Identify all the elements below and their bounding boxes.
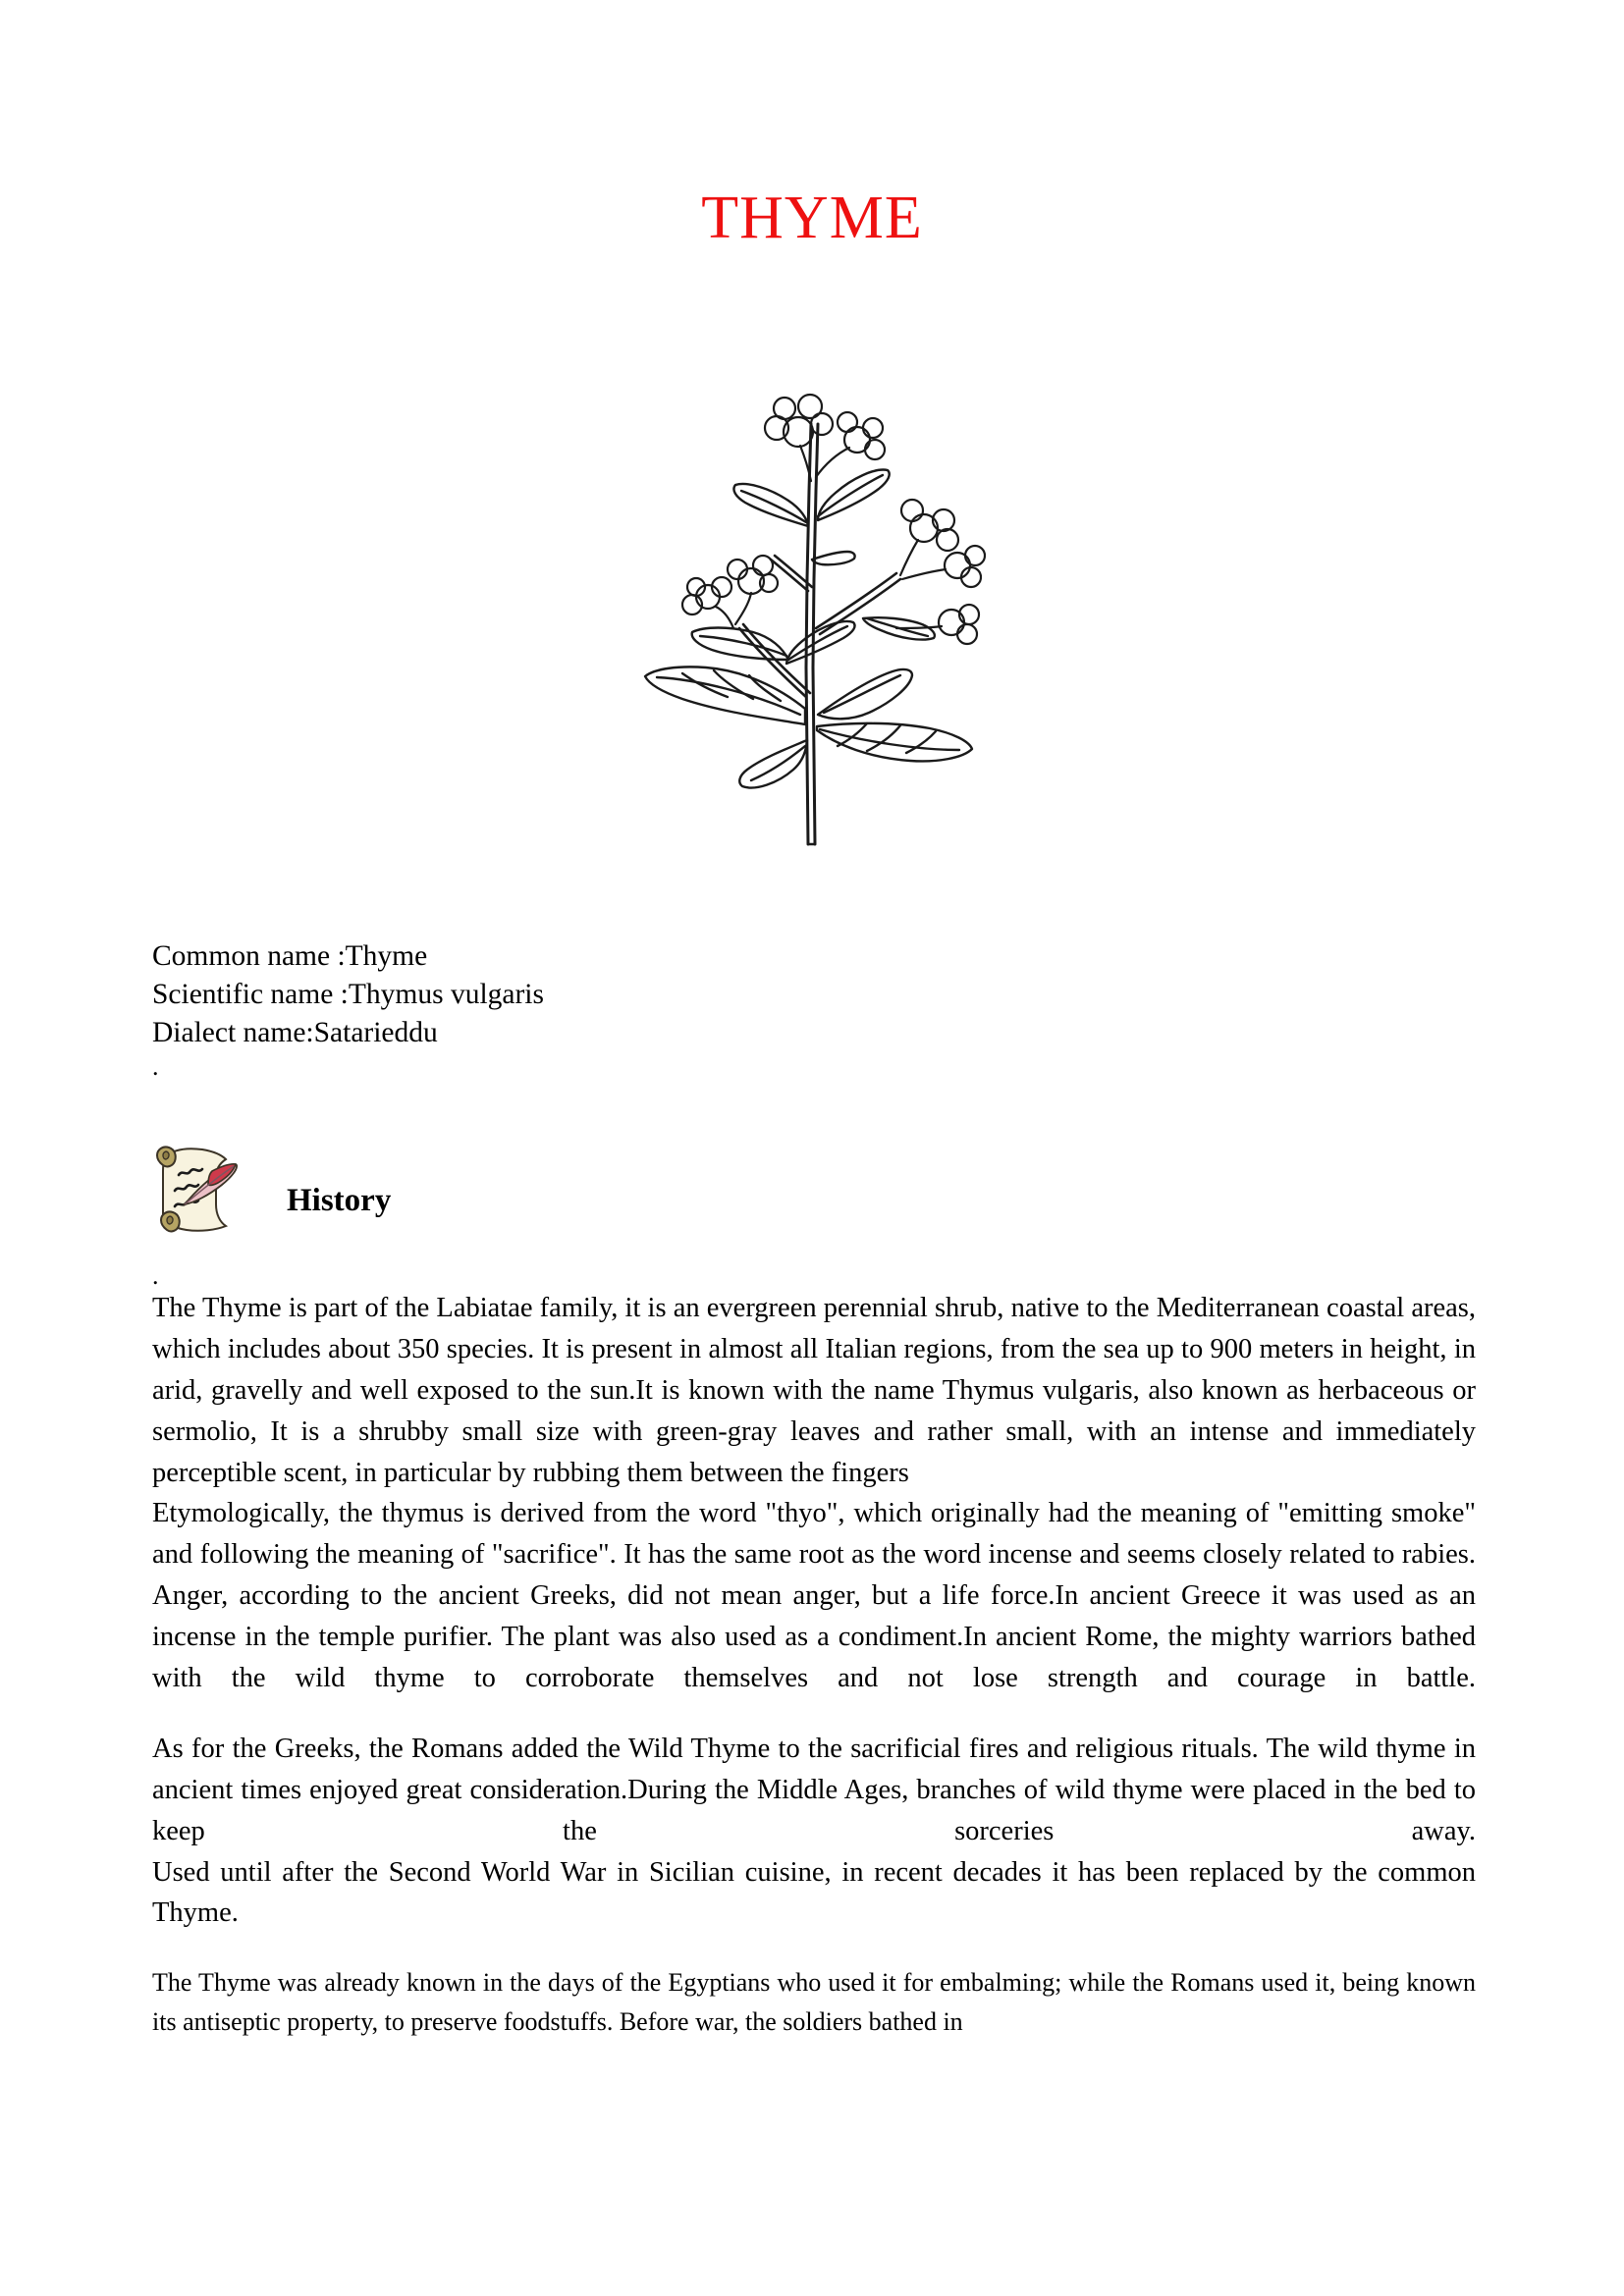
plant-name-block [152,937,1473,1079]
scroll-quill-icon [147,1142,238,1236]
paragraph-1: The Thyme is part of the Labiatae family, it is an evergreen perennial shrub, native to the Mediterranean coastal areas, which includes about 350 species. It is present in almost all Italian regions, from the sea up to 900 meters in height, in arid, gravelly and well exposed to the sun.It is known with the name Thymus vulgaris, also known as herbaceous or sermolio, It is a shrubby small size with green-gray leaves and rather small, with an intense and immediately perceptible scent, in particular by rubbing them between the fingers [152,1293,1476,1488]
history-body [152,1288,1476,2041]
dot-after-history: . [152,1261,159,1290]
paragraph-gap-2 [152,1934,1476,1963]
history-heading-row [147,1142,391,1236]
paragraph-4: Used until after the Second World War in Sicilian cuisine, in recent decades it has been replaced by the common Thyme. [152,1856,1476,1929]
paragraph-gap [152,1699,1476,1729]
common-name-line: Common name :Thyme [152,940,428,972]
history-heading: History [287,1182,392,1218]
page-title: THYME [701,185,923,251]
paragraph-5: The Thyme was already known in the days of the Egyptians who used it for embalming; while the Romans used it, being known its antiseptic property, to preserve foodstuffs. Before war, the soldiers bathed in [152,1968,1476,2036]
scientific-name-line: Scientific name :Thymus vulgaris [152,979,544,1011]
paragraph-3: As for the Greeks, the Romans added the Wild Thyme to the sacrificial fires and religious rituals. The wild thyme in ancient times enjoyed great consideration.During the Middle Ages, branches of wild thyme were placed in the bed to keep the sorceries away. [152,1733,1476,1846]
dot-after-names: . [152,1051,159,1081]
paragraph-2: Etymologically, the thymus is derived from the word "thyo", which originally had the meaning of "emitting smoke" and following the meaning of "sacrifice". It has the same root as the word incense and seems closely related to rabies. Anger, according to the ancient Greeks, did not mean anger, but a life force.In ancient Greece it was used as an incense in the temple purifier. The plant was also used as a condiment.In ancient Rome, the mighty warriors bathed with the wild thyme to corroborate themselves and not lose strength and courage in battle. [152,1498,1476,1694]
dialect-name-line: Dialect name:Satarieddu [152,1017,438,1049]
thyme-plant-illustration [606,334,1018,864]
